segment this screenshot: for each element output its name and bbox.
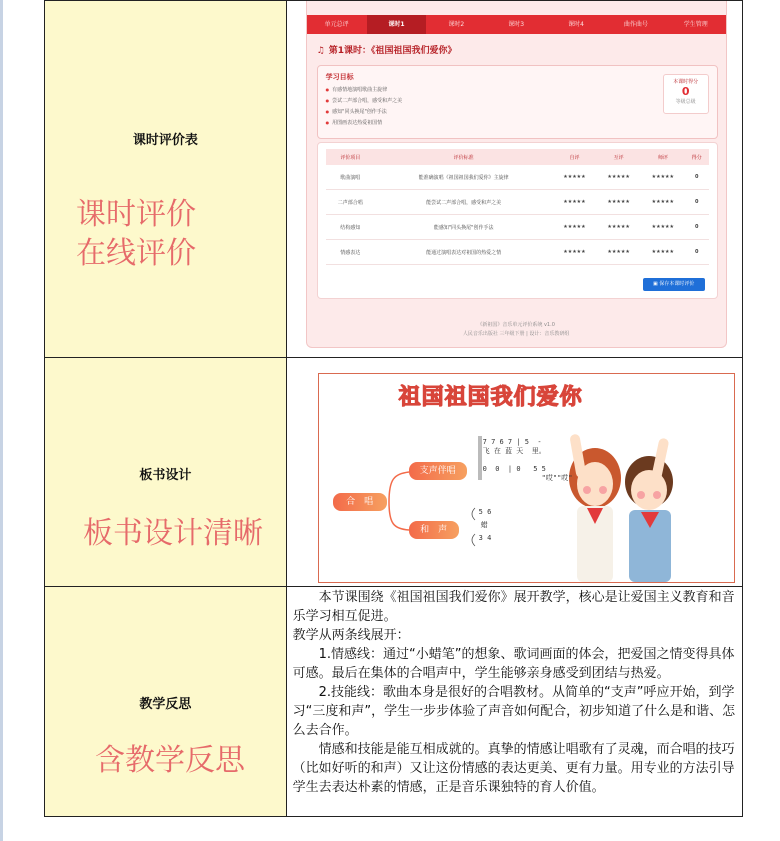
- table-row-reflection: [45, 587, 743, 817]
- row-score: 0: [685, 190, 709, 215]
- tab-lesson-2[interactable]: 课时2: [448, 21, 465, 28]
- self-rating-stars[interactable]: ★★★★★: [552, 240, 596, 265]
- eval-standard: 能尝试二声部合唱，感受和声之美: [375, 190, 552, 215]
- eval-header: 评价标准: [375, 149, 552, 165]
- peer-rating-stars[interactable]: ★★★★★: [597, 215, 641, 240]
- board-design-image: [318, 373, 735, 583]
- evaluation-screenshot-cell: [286, 1, 742, 358]
- tab-lesson-1[interactable]: 课时1: [367, 15, 427, 34]
- reflection-paragraph: 教学从两条线展开：: [292, 628, 410, 643]
- eval-header: 得分: [685, 149, 709, 165]
- teacher-rating-stars[interactable]: ★★★★★: [641, 190, 685, 215]
- eval-item: 结构感知: [326, 215, 375, 240]
- notation-word: 蜡: [480, 521, 488, 529]
- node-heterophony: 支声伴唱: [409, 462, 467, 480]
- eval-item: 二声部合唱: [326, 190, 375, 215]
- peer-rating-stars[interactable]: ★★★★★: [597, 190, 641, 215]
- self-rating-stars[interactable]: ★★★★★: [552, 190, 596, 215]
- peer-rating-stars[interactable]: ★★★★★: [597, 240, 641, 265]
- table-row: [326, 215, 709, 240]
- reflection-paragraph: 本节课围绕《祖国祖国我们爱你》展开教学，核心是让爱国主义教育和音乐学习相互促进。: [292, 590, 735, 624]
- row-label-cell: [45, 1, 287, 358]
- notation-excerpt-top: 7 7 6 7 | 5 - 飞 在 蓝 天 里。 0 0 | 0 5 5 "哎""哎": [482, 438, 573, 482]
- eval-standard: 能准确演唱《祖国祖国我们爱你》主旋律: [375, 165, 552, 190]
- music-note-icon: ♫: [316, 46, 325, 56]
- node-harmony: 和 声: [409, 521, 459, 539]
- table-row: [326, 240, 709, 265]
- row-score: 0: [685, 240, 709, 265]
- eval-header: 互评: [597, 149, 641, 165]
- reflection-paragraph: 2.技能线：歌曲本身是很好的合唱教材。从简单的“支声”呼应开始，到学习“三度和声”，学生一步步体验了声音如何配合，初步知道了什么是和谐、怎么去合作。: [292, 685, 736, 738]
- table-row: [326, 190, 709, 215]
- eval-item: 歌曲演唱: [326, 165, 375, 190]
- window-edge: [0, 0, 3, 841]
- row-label: 课时评价表: [132, 133, 198, 148]
- save-button-label: 保存本课时评价: [659, 281, 695, 287]
- app-footer-line: 《新祖国》音乐单元评价系统 v1.0: [477, 322, 555, 328]
- goals-title: 学习目标: [325, 73, 354, 81]
- tab-lesson-4[interactable]: 课时4: [568, 21, 584, 28]
- score-value: 0: [681, 85, 690, 98]
- row-score: 0: [685, 165, 709, 190]
- row-score: 0: [685, 215, 709, 240]
- table-row: [326, 165, 709, 190]
- score-grade: 等级总级: [675, 99, 696, 105]
- eval-item: 情感表达: [326, 240, 375, 265]
- children-illustration: [569, 433, 673, 582]
- row-label-cell: [45, 587, 287, 817]
- highlight-text: 在线评价: [76, 236, 196, 271]
- board-image-cell: [286, 358, 742, 587]
- goal-item: ● 有感情地演唱歌曲主旋律: [326, 86, 388, 93]
- tab-lesson-3[interactable]: 课时3: [508, 21, 525, 28]
- teacher-rating-stars[interactable]: ★★★★★: [641, 215, 685, 240]
- teacher-rating-stars[interactable]: ★★★★★: [641, 240, 685, 265]
- self-rating-stars[interactable]: ★★★★★: [552, 215, 596, 240]
- reflection-cell: [286, 587, 742, 817]
- lesson-score-card: [663, 74, 709, 114]
- table-row-board: [45, 358, 743, 587]
- node-chorus: 合 唱: [333, 493, 387, 511]
- evaluation-panel: [317, 142, 718, 299]
- score-title: 本课时得分: [673, 79, 699, 85]
- notation-excerpt-interval: 5 6: [478, 508, 492, 516]
- save-icon: ▣: [652, 281, 660, 287]
- eval-header: 师评: [641, 149, 685, 165]
- goal-item: ● 尝试二声部合唱，感受和声之美: [326, 97, 403, 104]
- goal-item: ● 感知"同头换尾"创作手法: [326, 108, 387, 115]
- notation-excerpt-interval: 3 4: [478, 534, 492, 542]
- row-label: 板书设计: [139, 468, 192, 483]
- eval-standard: 能感知"同头换尾"创作手法: [375, 215, 552, 240]
- lesson-title-text: 第1课时：《祖国祖国我们爱你》: [328, 46, 457, 56]
- app-footer-line: 人民音乐出版社 三年级下册 | 设计：音乐教研组: [462, 331, 570, 337]
- table-row-evaluation: [45, 1, 743, 358]
- highlight-text: 课时评价: [76, 197, 196, 232]
- board-title: 祖国祖国我们爱你: [398, 385, 583, 410]
- lesson-table: [44, 0, 743, 817]
- reflection-paragraph: 情感和技能是能互相成就的。真挚的情感让唱歌有了灵魂，而合唱的技巧（比如好听的和声）又让这份情感的表达更美、更有力量。用专业的方法引导学生去表达朴素的情感，正是音乐课独特的育人价值。: [292, 742, 735, 795]
- learning-goals-panel: [317, 65, 718, 139]
- teacher-rating-stars[interactable]: ★★★★★: [641, 165, 685, 190]
- row-label: 教学反思: [139, 697, 192, 712]
- reflection-text: [293, 588, 739, 797]
- goal-item: ● 用图画表达热爱祖国情: [326, 119, 383, 126]
- highlight-text: 板书设计清晰: [83, 516, 263, 551]
- evaluation-table: [326, 149, 709, 265]
- save-evaluation-button[interactable]: [643, 278, 705, 291]
- tab-unit-review[interactable]: 单元总评: [324, 21, 349, 28]
- reflection-paragraph: 1.情感线：通过“小蜡笔”的想象、歌词画面的体会，把爱国之情变得具体可感。最后在集体的合唱声中，学生能够亲身感受到团结与热爱。: [292, 647, 735, 681]
- eval-standard: 能通过演唱表达对祖国的热爱之情: [375, 240, 552, 265]
- peer-rating-stars[interactable]: ★★★★★: [597, 165, 641, 190]
- tab-composition[interactable]: 曲作曲号: [623, 21, 648, 28]
- row-label-cell: [45, 358, 287, 587]
- eval-header: 自评: [552, 149, 596, 165]
- evaluation-app: [306, 1, 727, 348]
- lesson-title: [317, 43, 457, 56]
- self-rating-stars[interactable]: ★★★★★: [552, 165, 596, 190]
- eval-header: 评价项目: [326, 149, 375, 165]
- highlight-text: 含教学反思: [95, 743, 245, 778]
- tab-student-management[interactable]: 学生管理: [683, 21, 708, 28]
- app-tab-bar: [307, 15, 726, 34]
